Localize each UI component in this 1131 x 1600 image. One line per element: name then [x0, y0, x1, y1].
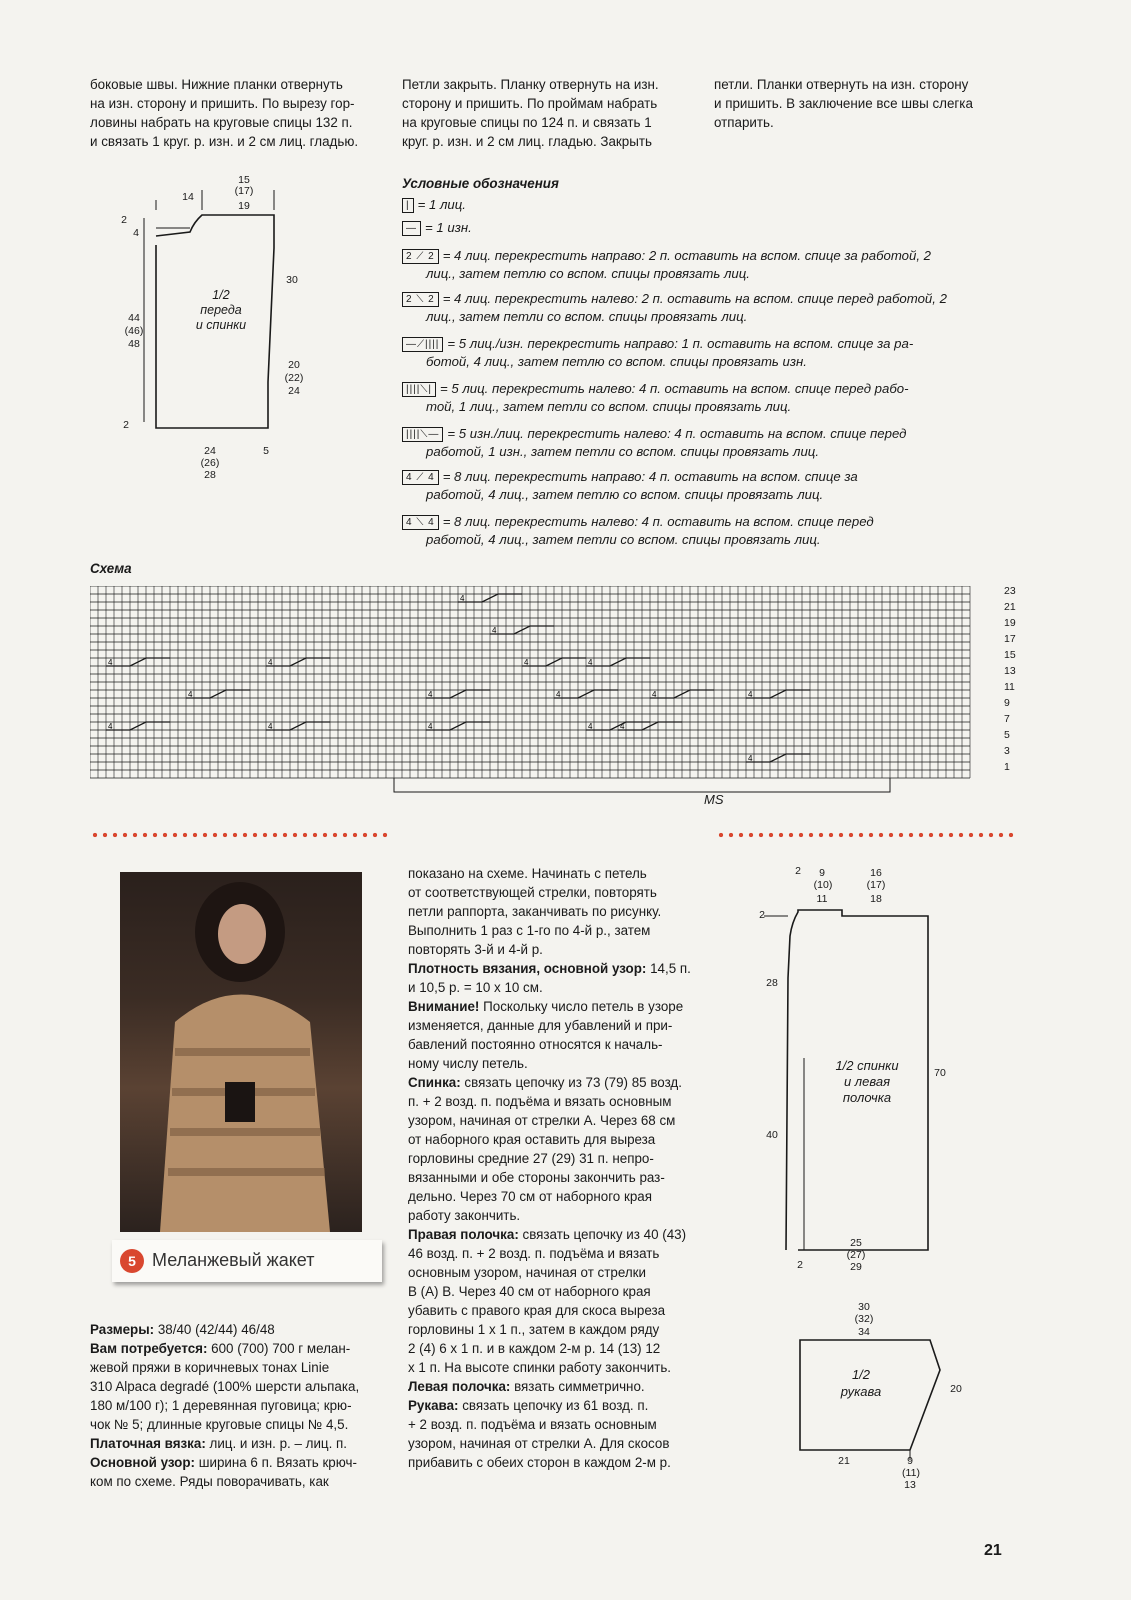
text-line: сторону и пришить. По проймам набрать [402, 96, 658, 111]
text-line-heading: Спинка: [408, 1075, 461, 1090]
text-line-heading: Рукава: [408, 1398, 459, 1413]
legend-text-continuation: работой, 4 лиц., затем петли со вспом. спицы провязать лиц. [426, 532, 821, 547]
text-line [408, 1149, 696, 1168]
schema-title: Схема [90, 561, 132, 576]
text-line-body: 180 м/100 г); 1 деревянная пуговица; крю- [90, 1398, 352, 1413]
schema-grid-lines [90, 586, 970, 778]
dim-label: 48 [128, 338, 140, 350]
legend-text: = 1 изн. [425, 220, 472, 235]
legend-text-continuation: ботой, 4 лиц., затем петлю со вспом. спицы провязать изн. [426, 354, 807, 369]
text-line-body: 38/40 (42/44) 46/48 [154, 1322, 275, 1337]
legend-text: = 8 лиц. перекрестить направо: 4 п. оставить на вспом. спице за [442, 469, 858, 484]
cable-count-label: 4 [108, 722, 113, 731]
text-line [408, 1054, 696, 1073]
text-line [408, 1453, 696, 1472]
dotted-divider [90, 832, 390, 838]
text-line-body: бавлений постоянно относятся к началь- [408, 1037, 663, 1052]
legend-item [402, 513, 1014, 549]
text-line-body: дельно. Через 70 см от наборного края [408, 1189, 652, 1204]
label-line: 1/2 спинки [835, 1058, 899, 1073]
text-line [90, 1434, 380, 1453]
text-line: и пришить. В заключение все швы слегка [714, 96, 973, 111]
legend-text-continuation: работой, 1 изн., затем петли со вспом. спицы провязать лиц. [426, 444, 820, 459]
legend-text-continuation: той, 1 лиц., затем петли со вспом. спицы провязать лиц. [426, 399, 792, 414]
text-line [408, 1415, 696, 1434]
project-title: Меланжевый жакет [152, 1250, 315, 1270]
dim-label: 11 [816, 893, 828, 905]
diagram-sleeve [770, 1300, 1000, 1500]
text-line-body: Выполнить 1 раз с 1-го по 4-й р., затем [408, 923, 651, 938]
legend-item [402, 468, 1014, 504]
text-line-body: 2 (4) 6 х 1 п. и в каждом 2-м р. 14 (13) 12 [408, 1341, 661, 1356]
text-line-body: петли раппорта, заканчивать по рисунку. [408, 904, 662, 919]
text-line: и связать 1 круг. р. изн. и 2 см лиц. гладью. [90, 134, 359, 149]
dim-label: 30 [858, 1301, 870, 1313]
label-line: и левая [843, 1074, 891, 1089]
row-number-label: 9 [1004, 697, 1010, 709]
dim-label: (17) [866, 879, 886, 891]
label-line: 1/2 [851, 1367, 871, 1382]
text-line-heading: Внимание! [408, 999, 480, 1014]
text-line-body: от соответствующей стрелки, повторять [408, 885, 657, 900]
legend-title: Условные обозначения [402, 176, 559, 191]
text-line-heading: Платочная вязка: [90, 1436, 206, 1451]
row-number-label: 11 [1004, 681, 1015, 693]
text-line-body: повторять 3-й и 4-й р. [408, 942, 543, 957]
text-line-body: связать цепочку из 40 (43) [518, 1227, 687, 1242]
legend-text: = 1 лиц. [417, 197, 466, 212]
row-number-label: 19 [1004, 617, 1016, 629]
text-line [408, 1377, 696, 1396]
text-line-body: горловины средние 27 (29) 31 п. непро- [408, 1151, 654, 1166]
row-number-label: 15 [1004, 649, 1016, 661]
row-number-label: 13 [1004, 665, 1016, 677]
dim-label: 28 [766, 977, 778, 989]
text-line [408, 1301, 696, 1320]
cable-count-label: 4 [428, 690, 433, 699]
legend-symbol-icon: ||||⟍| [402, 382, 436, 397]
dim-label: 2 [797, 1259, 803, 1271]
dim-label: 34 [858, 1326, 870, 1338]
row-number-label: 23 [1004, 585, 1016, 597]
text-line-body: лиц. и изн. р. – лиц. п. [205, 1436, 348, 1451]
dim-label: 28 [204, 469, 216, 481]
cable-count-label: 4 [652, 690, 657, 699]
dim-label: 2 [121, 214, 127, 226]
cable-count-label: 4 [556, 690, 561, 699]
dim-label: 2 [123, 419, 129, 431]
dim-label: 24 [288, 385, 300, 397]
text-line [408, 978, 696, 997]
text-line [90, 1320, 380, 1339]
text-line: на круговые спицы по 124 п. и связать 1 [402, 115, 652, 130]
text-line [90, 1472, 380, 1491]
text-line [408, 1263, 696, 1282]
legend-symbol-icon: ||||⟍— [402, 427, 443, 442]
diagram-front-back [90, 170, 390, 490]
text-line [90, 1339, 380, 1358]
legend-item [402, 219, 1014, 237]
text-line-body: 600 (700) 700 г мелан- [207, 1341, 351, 1356]
text-line [408, 1282, 696, 1301]
diagram-back-left-front-label [812, 1058, 922, 1106]
dim-label: 16 [870, 867, 882, 879]
dim-label: 5 [263, 445, 269, 457]
text-line [408, 1111, 696, 1130]
diagram-back-left-front [716, 858, 1006, 1298]
dim-label: 2 [759, 909, 765, 921]
text-line-body: узором, начиная от стрелки А. Для скосов [408, 1436, 670, 1451]
text-line-body: связать цепочку из 73 (79) 85 возд. [460, 1075, 682, 1090]
dim-label: 40 [766, 1129, 778, 1141]
col1-top-text [90, 75, 380, 151]
legend-text-continuation: лиц., затем петли со вспом. спицы провязать лиц. [426, 309, 748, 324]
dim-label: (26) [200, 457, 220, 469]
dim-label: (27) [846, 1249, 866, 1261]
dim-label: (11) [902, 1467, 920, 1479]
legend-symbol-icon: —⟋|||| [402, 337, 443, 352]
row-number-label: 21 [1004, 601, 1016, 613]
legend-symbol-icon: | [402, 198, 414, 213]
dim-label: 9 [907, 1455, 913, 1467]
text-line-heading: Вам потребуется: [90, 1341, 208, 1356]
text-line [408, 883, 696, 902]
text-line [408, 1244, 696, 1263]
dim-label: 44 [128, 312, 140, 324]
text-line-heading: Плотность вязания, основной узор: [408, 961, 647, 976]
dim-label: (22) [284, 372, 304, 384]
row-number-label: 5 [1004, 729, 1010, 741]
cable-count-label: 4 [620, 722, 625, 731]
text-line: круг. р. изн. и 2 см лиц. гладью. Закрыть [402, 134, 652, 149]
dim-label: 14 [182, 191, 194, 203]
dim-label: 70 [934, 1067, 946, 1079]
label-line: 1/2 [212, 288, 230, 302]
cable-count-label: 4 [492, 626, 497, 635]
repeat-bracket [394, 778, 890, 792]
text-line: петли. Планки отвернуть на изн. сторону [714, 77, 969, 92]
label-line: и спинки [195, 318, 247, 332]
dim-label: (32) [854, 1313, 874, 1325]
cable-count-label: 4 [428, 722, 433, 731]
legend-item [402, 247, 1014, 283]
text-line-body: от наборного края оставить для выреза [408, 1132, 656, 1147]
legend-text: = 5 лиц./изн. перекрестить направо: 1 п. оставить на вспом. спице за ра- [447, 336, 914, 351]
text-line: на изн. сторону и пришить. По вырезу гор- [90, 96, 355, 111]
schema-chart [90, 586, 990, 810]
text-line-body: п. + 2 возд. п. подъёма и вязать основным [408, 1094, 672, 1109]
row-number-label: 7 [1004, 713, 1010, 725]
text-line-body: 46 возд. п. + 2 возд. п. подъёма и вязать [408, 1246, 660, 1261]
dim-label: 25 [850, 1237, 862, 1249]
dim-label: 21 [838, 1455, 850, 1467]
text-line-body: вязанными и обе стороны закончить раз- [408, 1170, 665, 1185]
text-line [408, 1434, 696, 1453]
page-number: 21 [984, 1542, 1002, 1559]
text-line [408, 997, 696, 1016]
dim-label: (46) [124, 325, 144, 337]
text-line [408, 902, 696, 921]
cable-count-label: 4 [524, 658, 529, 667]
text-line-body: основным узором, начиная от стрелки [408, 1265, 646, 1280]
dim-label: (17) [234, 185, 254, 197]
cable-count-label: 4 [188, 690, 193, 699]
text-line [408, 1168, 696, 1187]
schema-grid [90, 586, 990, 810]
dim-label: 20 [288, 359, 300, 371]
row-number-label: 3 [1004, 745, 1010, 757]
dim-label: 4 [133, 227, 139, 239]
legend-symbol-icon: 4 ⟍ 4 [402, 515, 439, 530]
dim-label: 24 [204, 445, 216, 457]
legend-symbol-icon: 4 ⟋ 4 [402, 470, 439, 485]
dim-label: 13 [904, 1479, 916, 1491]
text-line: боковые швы. Нижние планки отвернуть [90, 77, 343, 92]
label-line: переда [200, 303, 242, 317]
col3-top-text [714, 75, 1014, 132]
dim-label: (10) [813, 879, 833, 891]
dim-label: 18 [870, 893, 882, 905]
text-line: отпарить. [714, 115, 774, 130]
text-line-body: узором, начиная от стрелки А. Через 68 см [408, 1113, 676, 1128]
project-title-card [112, 1240, 382, 1282]
text-line-body: связать цепочку из 61 возд. п. [458, 1398, 649, 1413]
dim-label: 30 [286, 274, 298, 286]
legend-item [402, 290, 1014, 326]
label-line: полочка [842, 1090, 892, 1105]
cable-count-label: 4 [108, 658, 113, 667]
legend-item [402, 425, 1014, 461]
text-line [408, 1396, 696, 1415]
legend-item [402, 196, 1014, 214]
text-line-heading: Основной узор: [90, 1455, 195, 1470]
cable-count-label: 4 [268, 722, 273, 731]
diagram-sleeve-label [826, 1366, 896, 1400]
text-line [408, 1130, 696, 1149]
col2-bottom-text [408, 864, 696, 1472]
text-line-heading: Правая полочка: [408, 1227, 519, 1242]
text-line-body: изменяется, данные для убавлений и при- [408, 1018, 673, 1033]
project-number: 5 [128, 1253, 136, 1269]
photo-illustration [120, 872, 362, 1232]
row-number-label: 17 [1004, 633, 1016, 645]
legend-item [402, 335, 1014, 371]
cable-count-label: 4 [460, 594, 465, 603]
text-line [408, 1092, 696, 1111]
text-line-body: ком по схеме. Ряды поворачивать, как [90, 1474, 329, 1489]
project-number-badge [120, 1249, 144, 1273]
text-line [408, 959, 696, 978]
diagram-sleeve-lines [770, 1300, 1000, 1500]
schema-ms-label: MS [704, 792, 724, 807]
text-line [408, 1225, 696, 1244]
dim-label: 19 [238, 200, 250, 212]
text-line-heading: Левая полочка: [408, 1379, 511, 1394]
legend-text-continuation: работой, 4 лиц., затем петлю со вспом. спицы провязать лиц. [426, 487, 824, 502]
legend-item [402, 380, 1014, 416]
cable-count-label: 4 [748, 754, 753, 763]
text-line [408, 1339, 696, 1358]
dim-label: 20 [950, 1383, 962, 1395]
diagram-front-back-label [186, 288, 256, 333]
text-line-body: жевой пряжи в коричневых тонах Linie [90, 1360, 330, 1375]
text-line-body: ному числу петель. [408, 1056, 528, 1071]
dim-label: 9 [819, 867, 825, 879]
text-line-heading: Размеры: [90, 1322, 155, 1337]
text-line [90, 1396, 380, 1415]
legend-symbol-icon: 2 ⟋ 2 [402, 249, 439, 264]
legend-text: = 8 лиц. перекрестить налево: 4 п. оставить на вспом. спице перед [442, 514, 874, 529]
text-line [408, 1016, 696, 1035]
dim-label: 2 [795, 865, 801, 877]
legend-text-continuation: лиц., затем петлю со вспом. спицы провязать лиц. [426, 266, 750, 281]
col2-top-text [402, 75, 692, 151]
cable-count-label: 4 [588, 658, 593, 667]
text-line [408, 1187, 696, 1206]
text-line: Петли закрыть. Планку отвернуть на изн. [402, 77, 659, 92]
text-line [408, 921, 696, 940]
text-line-body: горловины 1 х 1 п., затем в каждом ряду [408, 1322, 660, 1337]
text-line-body: убавить с правого края для скоса выреза [408, 1303, 666, 1318]
cable-count-label: 4 [268, 658, 273, 667]
text-line [408, 864, 696, 883]
dotted-divider [716, 832, 1016, 838]
legend-text: = 5 изн./лиц. перекрестить налево: 4 п. оставить на вспом. спице перед [447, 426, 907, 441]
text-line [408, 1206, 696, 1225]
model-photo [120, 872, 362, 1232]
text-line-body: х 1 п. На высоте спинки работу закончить. [408, 1360, 672, 1375]
text-line-body: и 10,5 р. = 10 х 10 см. [408, 980, 543, 995]
text-line [90, 1358, 380, 1377]
col1-bottom-text [90, 1320, 380, 1491]
text-line [408, 940, 696, 959]
cable-count-label: 4 [748, 690, 753, 699]
legend-text: = 4 лиц. перекрестить направо: 2 п. оставить на вспом. спице за работой, 2 [442, 248, 931, 263]
text-line: ловины набрать на круговые спицы 132 п. [90, 115, 353, 130]
text-line-body: вязать симметрично. [510, 1379, 645, 1394]
text-line [408, 1035, 696, 1054]
text-line [90, 1453, 380, 1472]
text-line [408, 1320, 696, 1339]
text-line [90, 1415, 380, 1434]
text-line [408, 1358, 696, 1377]
label-line: рукава [840, 1384, 882, 1399]
text-line [90, 1377, 380, 1396]
dim-label: 15 [238, 174, 250, 186]
text-line-body: прибавить с обеих сторон в каждом 2-м р. [408, 1455, 671, 1470]
text-line [408, 1073, 696, 1092]
text-line-body: работу закончить. [408, 1208, 521, 1223]
text-line-body: показано на схеме. Начинать с петель [408, 866, 647, 881]
text-line-body: 310 Alpaca degradé (100% шерсти альпака, [90, 1379, 360, 1394]
text-line-body: + 2 возд. п. подъёма и вязать основным [408, 1417, 657, 1432]
cable-count-label: 4 [588, 722, 593, 731]
row-number-label: 1 [1004, 761, 1010, 773]
legend-text: = 5 лиц. перекрестить налево: 4 п. оставить на вспом. спице перед рабо- [440, 381, 909, 396]
text-line-body: ширина 6 п. Вязать крюч- [195, 1455, 357, 1470]
text-line-body: Поскольку число петель в узоре [479, 999, 684, 1014]
legend-symbol-icon: 2 ⟍ 2 [402, 292, 439, 307]
dim-label: 29 [850, 1261, 862, 1273]
text-line-body: 14,5 п. [646, 961, 691, 976]
text-line-body: В (А) В. Через 40 см от наборного края [408, 1284, 651, 1299]
legend-text: = 4 лиц. перекрестить налево: 2 п. оставить на вспом. спице перед работой, 2 [442, 291, 947, 306]
text-line-body: чок № 5; длинные круговые спицы № 4,5. [90, 1417, 349, 1432]
legend-symbol-icon: — [402, 221, 421, 236]
